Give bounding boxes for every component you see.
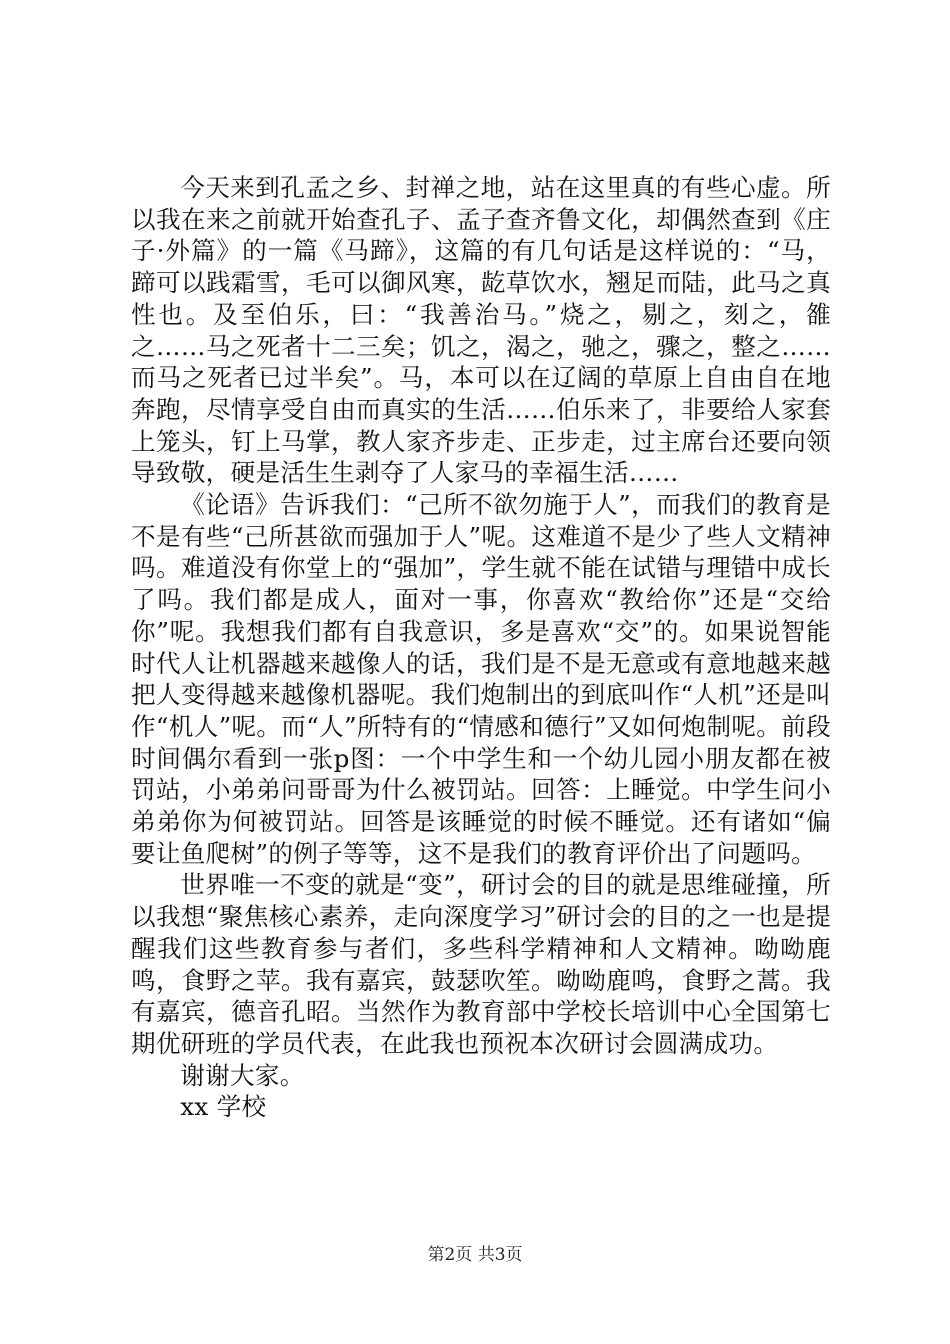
signature-school: xx 学校 (180, 1092, 267, 1122)
paragraph-conference: 世界唯一不变的就是“变”，研讨会的目的就是思维碰撞，所以我想“聚焦核心素养，走向深度学习”研讨会的目的之一也是提醒我们这些教育参与者们，多些科学精神和人文精神。呦呦鹿鸣，食野之苹。我有嘉宾，鼓瑟吹笙。呦呦鹿鸣，食野之蒿。我有嘉宾，德音孔昭。当然作为教育部中学校长培训中心全国第七期优研班的学员代表，在此我也预祝本次研讨会圆满成功。 (131, 870, 831, 1058)
document-body (131, 172, 831, 1123)
closing-thanks: 谢谢大家。 (180, 1060, 305, 1090)
paragraph-zhuangzi-horse: 今天来到孔孟之乡、封禅之地，站在这里真的有些心虚。所以我在来之前就开始查孔子、孟子查齐鲁文化，却偶然查到《庄子·外篇》的一篇《马蹄》，这篇的有几句话是这样说的：“马，蹄可以践霜雪，毛可以御风寒，龁草饮水，翘足而陆，此马之真性也。及至伯乐，曰：“我善治马。”烧之，剔之，刻之，雒之……马之死者十二三矣；饥之，渴之，驰之，骤之，整之……而马之死者已过半矣”。马，本可以在辽阔的草原上自由自在地奔跑，尽情享受自由而真实的生活……伯乐来了，非要给人家套上笼头，钉上马掌，教人家齐步走、正步走，过主席台还要向领导致敬，硬是活生生剥夺了人家马的幸福生活…… (131, 173, 831, 488)
page-footer: 第2页 共3页 (427, 1245, 523, 1265)
paragraph-analects: 《论语》告诉我们：“己所不欲勿施于人”，而我们的教育是不是有些“己所甚欲而强加于人”呢。这难道不是少了些人文精神吗。难道没有你堂上的“强加”，学生就不能在试错与理错中成长了吗。我们都是成人，面对一事，你喜欢“教给你”还是“交给你”呢。我想我们都有自我意识，多是喜欢“交”的。如果说智能时代人让机器越来越像人的话，我们是不是无意或有意地越来越把人变得越来越像机器呢。我们炮制出的到底叫作“人机”还是叫作“机人”呢。而“人”所特有的“情感和德行”又如何炮制呢。前段时间偶尔看到一张p图：一个中学生和一个幼儿园小朋友都在被罚站，小弟弟问哥哥为什么被罚站。回答：上睡觉。中学生问小弟弟你为何被罚站。回答是该睡觉的时候不睡觉。还有诸如“偏要让鱼爬树”的例子等等，这不是我们的教育评价出了问题吗。 (131, 490, 831, 868)
